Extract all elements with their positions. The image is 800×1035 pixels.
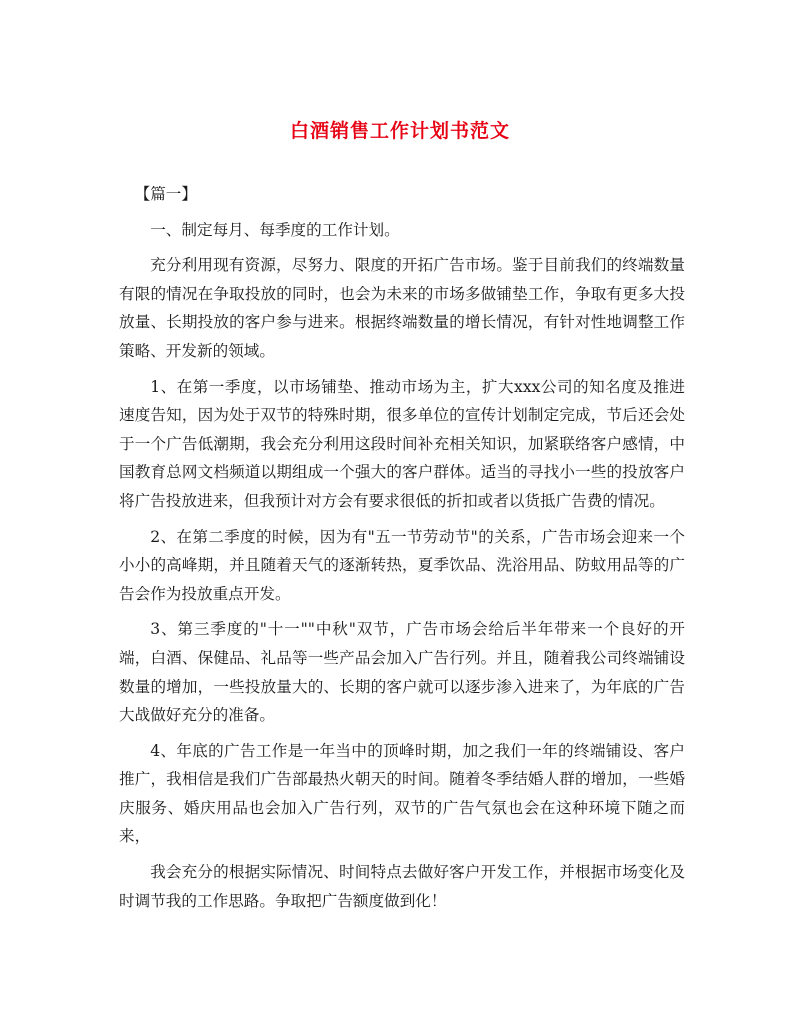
paragraph: 1、在第一季度，以市场铺垫、推动市场为主，扩大xxx公司的知名度及推进速度告知，因为处于双节的特殊时期，很多单位的宣传计划制定完成，节后还会处于一个广告低潮期，我会充分利用这段时间补充相关知识，加紧联络客户感情，中国教育总网文档频道以期组成一个强大的客户群体。适当的寻找小一些的投放客户将广告投放进来，但我预计对方会有要求很低的折扣或者以货抵广告费的情况。 [119,377,685,510]
paragraph: 充分利用现有资源，尽努力、限度的开拓广告市场。鉴于目前我们的终端数量有限的情况在争取投放的同时，也会为未来的市场多做铺垫工作，争取有更多大投放量、长期投放的客户参与进来。根据终端数量的增长情况，有针对性地调整工作策略、开发新的领域。 [119,256,685,360]
paragraph: 我会充分的根据实际情况、时间特点去做好客户开发工作，并根据市场变化及时调节我的工作思路。争取把广告额度做到化！ [119,863,685,910]
paragraph: 3、第三季度的"十一""中秋"双节，广告市场会给后半年带来一个良好的开端，白酒、保健品、礼品等一些产品会加入广告行列。并且，随着我公司终端铺设数量的增加，一些投放量大的、长期的客户就可以逐步渗入进来了，为年底的广告大战做好充分的准备。 [119,620,685,725]
document-title: 白酒销售工作计划书范文 [289,120,510,142]
section-label: 【篇一】 [134,185,197,203]
paragraph: 2、在第二季度的时候，因为有"五一节劳动节"的关系，广告市场会迎来一个小小的高峰期，并且随着天气的逐渐转热，夏季饮品、洗浴用品、防蚊用品等的广告会作为投放重点开发。 [119,527,685,603]
paragraph: 4、年底的广告工作是一年当中的顶峰时期，加之我们一年的终端铺设、客户推广，我相信是我们广告部最热火朝天的时间。随着冬季结婚人群的增加，一些婚庆服务、婚庆用品也会加入广告行列，双节的广告气氛也会在这种环境下随之而来， [119,741,685,846]
paragraph: 一、制定每月、每季度的工作计划。 [150,220,400,239]
document-body [119,180,685,922]
